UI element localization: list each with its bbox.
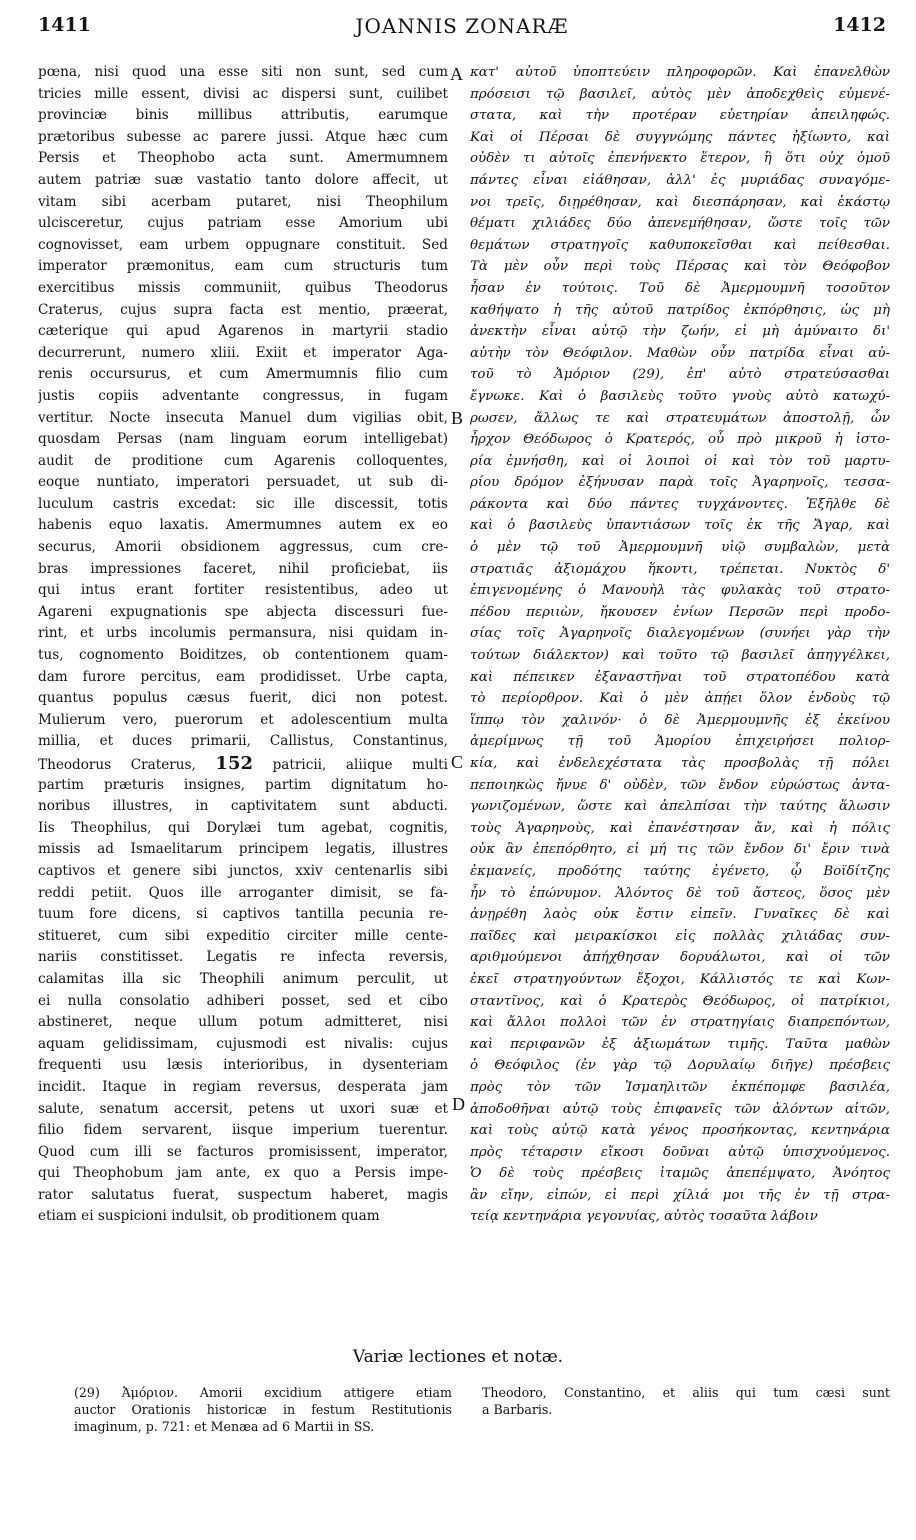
- margin-marker-a: A: [450, 64, 463, 84]
- greek-text-line: ὁ μὲν τῷ τοῦ Ἀμερμουμνῆ υἱῷ συμβαλὼν, μετὰ: [470, 540, 890, 556]
- note-line: a Barbaris.: [482, 1402, 553, 1417]
- greek-text-line: καὶ πέπεικεν ἐξαναστῆναι τοῦ στρατοπέδου κατὰ: [470, 669, 890, 685]
- greek-text-line: ἀποδοθῆναι αὐτῷ τοὺς ἐπιφανεῖς τῶν ἁλόντων αἰτῶν,: [470, 1101, 890, 1117]
- greek-text-line: τούτων διάλεκτον) καὶ τοῦτο τῷ βασιλεῖ ἀπηγγέλκει,: [470, 648, 890, 664]
- note-line: Theodoro, Constantino, et aliis qui tum cæsi sunt: [482, 1385, 890, 1400]
- greek-text-line: πάντες εἶναι εἰάθησαν, ἀλλ' ἐς μυριάδας συναγόμε-: [470, 172, 890, 188]
- greek-text-line: οὐκ ἂν ἐπεπόρθητο, εἰ μή τις τῶν ἔνδον δι' ἔριν τινὰ: [470, 842, 890, 858]
- latin-text-line: missis ad Ismaelitarum principem legatis, illustres: [38, 841, 448, 858]
- latin-text-line: stitueret, cum sibi expeditio circiter mille cente-: [38, 927, 448, 944]
- latin-text-line: exercitibus missis communiit, quibus Theodorus: [38, 279, 448, 296]
- greek-text-line: πρὸς τέταρσιν εἴκοσι δοῦναι αὐτῷ ὑπισχνούμενος.: [470, 1144, 890, 1160]
- greek-text-line: ἐκεῖ στρατηγούντων ἔξοχοι, Κάλλιστός τε καὶ Κων-: [470, 971, 890, 987]
- greek-text-line: ρίου δρόμον ἐξήνυσαν παρὰ τοῖς Ἀγαρηνοῖς, τεσσα-: [470, 475, 890, 491]
- latin-text-line: eoque nuntiato, imperatori persuadet, ut sub di-: [38, 474, 448, 491]
- greek-text-line: ἀνῃρέθη λαὸς οὐκ ἔστιν εἰπεῖν. Γυναῖκες δὲ καὶ: [470, 907, 890, 923]
- greek-text-line: ρωσεν, ἄλλως τε καὶ στρατευμάτων ἀποστολῇ, ὧν: [470, 410, 890, 426]
- note-line: auctor Orationis historicæ in festum Restitutionis: [74, 1402, 452, 1417]
- latin-text-line: captivos et genere sibi junctos, xxiv centenarlis sibi: [38, 862, 448, 879]
- note-line: imaginum, p. 721: et Menæa ad 6 Martii in SS.: [74, 1419, 375, 1434]
- greek-text-line: σίας τοῖς Ἀγαρηνοῖς διαλεγομένων (συνήει γὰρ τὴν: [470, 626, 890, 642]
- latin-text-line: Iis Theophilus, qui Dorylæi tum agebat, cognitis,: [38, 819, 448, 836]
- latin-text-line: etiam ei suspicioni indulsit, ob proditionem quam: [38, 1208, 380, 1225]
- latin-text-line: Agareni expugnationis spe abjecta discessuri fue-: [38, 603, 448, 620]
- greek-text-line: θεμάτων στρατηγοῖς καθυποκεῖσθαι καὶ πείθεσθαι.: [470, 237, 890, 253]
- latin-text-line: justis copiis adventante congressus, in fugam: [38, 387, 448, 404]
- greek-text-line: ἐκμανείς, προδότης ταύτης ἐγένετο, ᾧ Βοϊδίτζης: [470, 863, 890, 879]
- latin-text-line: securus, Amorii obsidionem aggressus, cum cre-: [38, 539, 448, 556]
- latin-column: [38, 62, 448, 1322]
- latin-text-line: aquam gelidissimam, cujusmodi est nivalis: cujus: [38, 1035, 448, 1052]
- latin-text-line: ei nulla consolatio adhiberi posset, sed et cibo: [38, 992, 448, 1009]
- latin-text-line: reddi petiit. Quos ille arroganter dimisit, se fa-: [38, 884, 448, 901]
- greek-text-line: ρία ἐμνήσθη, καὶ οἱ λοιποὶ οἱ καὶ τὸν τοῦ μαρτυ-: [470, 453, 890, 469]
- greek-text-line: τείᾳ κεντηνάρια γεγονυίας, αὐτὸς τοσαῦτα λάβοιν: [470, 1209, 818, 1225]
- notes-column-right: [482, 1384, 890, 1418]
- latin-text-line: dam furore percitus, eam prodidisset. Urbe capta,: [38, 668, 448, 685]
- note-line: (29) Ἀμόριον. Amorii excidium attigere etiam: [74, 1385, 452, 1400]
- greek-text-line: καὶ τοὺς αὐτῷ κατὰ γένος προσήκοντας, κεντηνάρια: [470, 1123, 890, 1139]
- latin-text-line: cæterique qui apud Agarenos in martyrii stadio: [38, 323, 448, 340]
- latin-text-line: prætoribus subesse ac parere jussi. Atque hæc cum: [38, 128, 448, 145]
- latin-text-line: partim præturis insignes, partim dignitatum ho-: [38, 776, 448, 793]
- greek-text-line: κατ' αὐτοῦ ὑποπτεύειν πληροφορῶν. Καὶ ἐπανελθὼν: [470, 65, 890, 80]
- greek-text-line: αὐτὴν τὸν Θεόφιλον. Μαθὼν οὖν πατρίδα εἶναι αὐ-: [470, 345, 890, 361]
- greek-text-line: ἦσαν ἐν τούτοις. Τοῦ δὲ Ἀμερμουμνῆ τοσοῦτον: [470, 280, 890, 296]
- greek-text-line: στατα, καὶ τὴν προτέραν εὐετηρίαν ἀπειληφώς.: [470, 108, 890, 124]
- latin-text-line: pœna, nisi quod una esse siti non sunt, sed cum: [38, 64, 448, 80]
- greek-text-line: πρὸς τὸν τῶν Ἰσμαηλιτῶν ἐκπέπομφε βασιλέα,: [470, 1079, 890, 1095]
- greek-text-line: ἦρχον Θεόδωρος ὁ Κρατερός, οὗ πρὸ μικροῦ ἡ ἱστο-: [470, 432, 890, 448]
- latin-text-line: calamitas illa sic Theophili animum perculit, ut: [38, 970, 448, 987]
- latin-text-line: luculum castris excedat: sic ille discessit, totis: [38, 495, 448, 512]
- latin-text-line: frequenti usu læsis interioribus, in dysenteriam: [38, 1057, 448, 1074]
- latin-text-line: habenis equo laxatis. Amermumnes autem ex eo: [38, 517, 448, 534]
- latin-text-line: Persis et Theophobo acta sunt. Amermumnem: [38, 150, 448, 167]
- page-number-right: 1412: [833, 14, 886, 36]
- latin-text-line: noribus illustres, in captivitatem sunt abducti.: [38, 798, 448, 815]
- latin-text-line: rint, et urbs incolumis permansura, nisi quidam in-: [38, 625, 448, 642]
- greek-text-line: καὶ περιφανῶν ἐξ ἀξιωμάτων τιμῆς. Ταῦτα μαθὼν: [470, 1036, 890, 1052]
- greek-text-line: ράκοντα καὶ δύο πάντες τυγχάνοντες. Ἐξῆλθε δὲ: [470, 496, 890, 512]
- latin-text-line: imperator præmonitus, eam cum structuris tum: [38, 258, 448, 275]
- greek-text-line: κία, καὶ ἐνδελεχέστατα τὰς προσβολὰς τῇ πόλει: [470, 756, 890, 771]
- margin-marker-d: D: [452, 1094, 465, 1114]
- greek-text-line: καὶ ἄλλοι πολλοὶ τῶν ἐν στρατηγίαις διαπρεπόντων,: [470, 1015, 890, 1031]
- greek-text-line: ἀνεκτὴν εἶναι αὐτῷ τὴν ζωήν, εἰ μὴ ἀμύναιτο δι': [470, 324, 890, 340]
- page-number-left: 1411: [38, 14, 91, 36]
- latin-text-line: tricies mille essent, divisi ac dispersi sunt, cuilibet: [38, 85, 448, 102]
- notes-heading: Variæ lectiones et notæ.: [352, 1347, 564, 1367]
- greek-text-line: νοι τρεῖς, διῃρέθησαν, καὶ διεσπάρησαν, καὶ ἑκάστῳ: [470, 194, 890, 210]
- latin-text-line: Theodorus Craterus, 152 patricii, aliique multi: [38, 753, 448, 774]
- latin-text-line: abstineret, neque ullum potum admitteret, nisi: [38, 1014, 448, 1031]
- greek-text-line: καὶ ὁ βασιλεὺς ὑπαντιάσων τοῖς ἐκ τῆς Ἄγαρ, καὶ: [470, 518, 890, 534]
- greek-text-line: αριθμούμενοι ἀπήχθησαν δορυάλωτοι, καὶ οἱ τῶν: [470, 950, 890, 966]
- latin-text-line: provinciæ binis millibus attributis, earumque: [38, 107, 448, 124]
- latin-text-line: quantus populus cæsus fuerit, dici non potest.: [38, 690, 448, 707]
- latin-text-line: Quod cum illi se facturos promisissent, imperator,: [38, 1143, 448, 1160]
- greek-column: [470, 62, 890, 1322]
- latin-text-fragment: patricii, aliique multi: [253, 757, 448, 773]
- latin-text-line: tus, cognomento Boiditzes, ob contentionem quam-: [38, 647, 448, 664]
- inline-page-mark: 152: [215, 753, 253, 774]
- latin-text-line: salute, senatum accersit, petens ut uxori suæ et: [38, 1100, 448, 1117]
- running-title: JOANNIS ZONARÆ: [355, 14, 569, 38]
- greek-text-line: ἐπιγενομένης ὁ Μανουὴλ τὰς φυλακὰς τοῦ στρατο-: [470, 583, 890, 599]
- latin-text-line: Mulierum vero, puerorum et adolescentium multa: [38, 711, 448, 728]
- margin-marker-c: C: [451, 752, 464, 772]
- latin-text-line: vertitur. Nocte insecuta Manuel dum vigilias obit,: [38, 409, 448, 426]
- greek-text-line: σταντῖνος, καὶ ὁ Κρατερὸς Θεόδωρος, οἱ πατρίκιοι,: [470, 993, 890, 1009]
- latin-text-line: ulcisceretur, cujus patriam esse Amorium ubi: [38, 215, 448, 232]
- greek-text-line: πρόσεισι τῷ βασιλεῖ, αὐτὸς μὲν ἀποδεχθεὶς εὐμενέ-: [470, 86, 890, 102]
- greek-text-line: οὐδὲν τι αὐτοῖς ἐπενήνεκτο ἕτερον, ἢ ὅτι οὐχ ὁμοῦ: [470, 151, 890, 167]
- latin-text-line: millia, et duces primarii, Callistus, Constantinus,: [38, 733, 448, 750]
- greek-text-line: ἵππῳ τὸν χαλινόν· ὁ δὲ Ἀμερμουμνῆς ἐξ ἐκείνου: [470, 712, 890, 728]
- latin-text-line: vitam sibi acerbam putaret, nisi Theophilum: [38, 193, 448, 210]
- latin-text-line: bras impressiones faceret, nihil proficiebat, iis: [38, 560, 448, 577]
- greek-text-line: πέδου περιιὼν, ἤκουσεν ἐνίων Περσῶν περὶ προδο-: [470, 604, 890, 620]
- greek-text-line: Τὰ μὲν οὖν περὶ τοὺς Πέρσας καὶ τὸν Θεόφοβον: [470, 259, 890, 275]
- latin-text-line: renis occursurus, et cum Amermumnis filio cum: [38, 366, 448, 383]
- latin-text-line: filio fidem servarent, iisque imperium tuerentur.: [38, 1122, 448, 1139]
- greek-text-line: Καὶ οἱ Πέρσαι δὲ συγγνώμης πάντες ἠξίωντο, καὶ: [470, 129, 890, 145]
- greek-text-line: ἦν τὸ ἐπώνυμον. Ἁλόντος δὲ τοῦ ἄστεος, ὅσος μὲν: [470, 885, 890, 901]
- greek-text-line: ἔγνωκε. Καὶ ὁ βασιλεὺς τοῦτο γνοὺς αὐτὸ κατωχύ-: [470, 388, 890, 404]
- greek-text-line: πεποιηκὼς ἤνυε δ' οὐδὲν, τῶν ἔνδον εὐρώστως ἀντα-: [470, 777, 890, 793]
- greek-text-line: στρατιᾶς ἀξιομάχου ἥκοντι, τρέπεται. Νυκτὸς δ': [470, 561, 890, 577]
- greek-text-line: καθήψατο ἡ τῆς αὐτοῦ πατρίδος ἐκπόρθησις, ὡς μὴ: [470, 302, 890, 318]
- latin-text-line: qui intus erant fortiter resistentibus, adeo ut: [38, 582, 448, 599]
- greek-text-line: ὁ Θεόφιλος (ἐν γὰρ τῷ Δορυλαίῳ διῆγε) πρέσβεις: [470, 1058, 890, 1074]
- latin-text-line: tuum fore dicens, si captivos tantilla pecunia re-: [38, 906, 448, 923]
- latin-text-line: rator salutatus fuerat, suspectum haberet, magis: [38, 1186, 448, 1203]
- margin-marker-b: B: [451, 408, 464, 428]
- latin-text-line: cognovisset, eam urbem oppugnare constituit. Sed: [38, 236, 448, 253]
- latin-text-line: qui Theophobum jam ante, ex quo a Persis impe-: [38, 1165, 448, 1182]
- latin-text-line: audit de proditione cum Agarenis colloquentes,: [38, 452, 448, 469]
- greek-text-line: γωνιζομένων, ὥστε καὶ ἀπελπίσαι τὴν ταύτης ἅλωσιν: [470, 799, 890, 815]
- greek-text-line: Ὁ δὲ τοὺς πρέσβεις ἰταμῶς ἀπεπέμψατο, Ἀνόητος: [470, 1166, 890, 1182]
- latin-text-line: nariis constitisset. Legatis re infecta reversis,: [38, 949, 448, 966]
- greek-text-line: τοῦ τὸ Ἀμόριον (29), ἐπ' αὐτὸ στρατεύσασθαι: [470, 367, 890, 383]
- notes-column-left: [74, 1384, 452, 1435]
- latin-text-line: Craterus, cujus supra facta est mentio, præerat,: [38, 301, 448, 318]
- latin-text-line: incidit. Itaque in regiam reversus, desperata jam: [38, 1078, 448, 1095]
- latin-text-line: autem patriæ suæ vastatio tanto dolore affecit, ut: [38, 171, 448, 188]
- latin-text-line: quosdam Persas (nam linguam eorum intelligebat): [38, 431, 448, 448]
- greek-text-line: ἀμερίμνως τῇ τοῦ Ἀμορίου ἐπιχειρήσει πολιορ-: [470, 734, 890, 750]
- running-header: [38, 14, 886, 48]
- greek-text-line: θέματι χιλιάδες δύο ἀπενεμήθησαν, ὥστε τοῖς τῶν: [470, 216, 890, 232]
- greek-text-line: τοὺς Ἀγαρηνοὺς, καὶ ἐπανέστησαν ἄν, καὶ ἡ πόλις: [470, 820, 890, 836]
- greek-text-line: ἂν εἴην, εἰπών, εἰ περὶ χίλιά μοι τῆς ἐν τῇ στρα-: [470, 1187, 890, 1203]
- greek-text-line: παῖδες καὶ μειρακίσκοι εἰς πολλὰς χιλιάδας συν-: [470, 928, 890, 944]
- greek-text-line: τὸ περίορθρον. Καὶ ὁ μὲν ἀπῄει ὅλον ἐνδοὺς τῷ: [470, 691, 890, 707]
- latin-text-line: decurrerunt, numero xliii. Exiit et imperator Aga-: [38, 344, 448, 361]
